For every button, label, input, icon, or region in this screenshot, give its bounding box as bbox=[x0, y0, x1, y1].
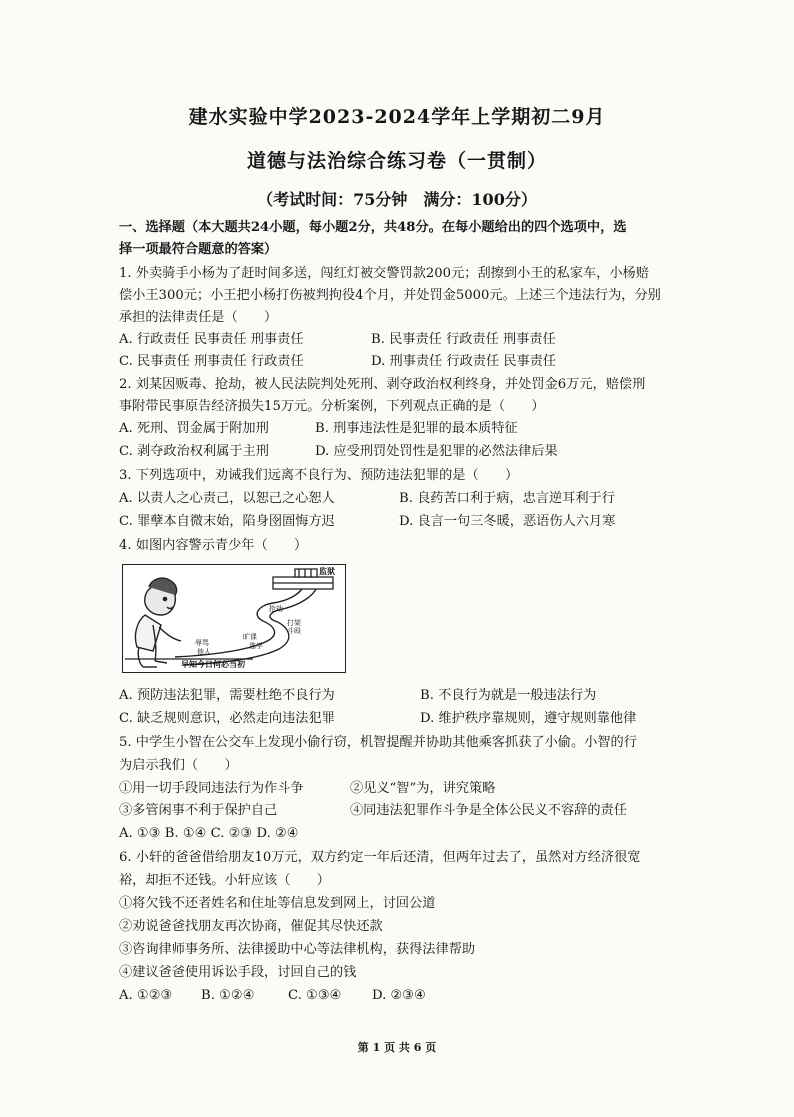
q5-statement-4: ④同违法犯罪作斗争是全体公民义不容辞的责任 bbox=[350, 803, 627, 818]
q2-option-a: A. 死刑、罚金属于附加刑 bbox=[119, 421, 269, 436]
q2-option-d: D. 应受刑罚处罚性是犯罪的必然法律后果 bbox=[315, 444, 558, 459]
q6-stem-line1: 6. 小轩的爸爸借给朋友10万元，双方约定一年后还清，但两年过去了，虽然对方经济很宽 bbox=[119, 850, 641, 865]
section-heading-line1: 一、选择题（本大题共24小题，每小题2分，共48分。在每小题给出的四个选项中，选 bbox=[119, 220, 627, 235]
q4-cartoon-figure bbox=[122, 564, 346, 673]
q1-stem-line2: 偿小王300元；小王把小杨打伤被判拘役4个月，并处罚金5000元。上述三个违法行为，分别 bbox=[119, 288, 661, 303]
cartoon-caption: 早知今日何必当初 bbox=[181, 660, 245, 669]
q3-option-c: C. 罪孽本自微末始，陷身囹圄悔方迟 bbox=[119, 514, 335, 529]
label-abuse-2: 他人 bbox=[197, 648, 211, 656]
label-fight-1: 打架 bbox=[287, 619, 301, 627]
q6-statement-4: ④建议爸爸使用诉讼手段，讨回自己的钱 bbox=[119, 965, 357, 980]
q3-option-d: D. 良言一句三冬暖，恶语伤人六月寒 bbox=[399, 514, 616, 529]
q1-stem-line1: 1. 外卖骑手小杨为了赶时间多送，闯红灯被交警罚款200元；刮擦到小王的私家车，小杨赔 bbox=[119, 266, 649, 281]
label-rob: 抢劫 bbox=[269, 605, 283, 613]
q2-option-c: C. 剥夺政治权利属于主刑 bbox=[119, 444, 269, 459]
q5-options: A. ①③ B. ①④ C. ②③ D. ②④ bbox=[119, 826, 299, 841]
q2-stem-line1: 2. 刘某因贩毒、抢劫，被人民法院判处死刑、剥夺政治权利终身，并处罚金6万元，赔偿刑 bbox=[119, 377, 646, 392]
q3-stem: 3. 下列选项中，劝诫我们远离不良行为、预防违法犯罪的是（ ） bbox=[119, 468, 519, 483]
q4-option-c: C. 缺乏规则意识，必然走向违法犯罪 bbox=[119, 711, 335, 726]
q5-stem-line1: 5. 中学生小智在公交车上发现小偷行窃，机智提醒并协助其他乘客抓获了小偷。小智的行 bbox=[119, 735, 637, 750]
label-abuse-1: 辱骂 bbox=[195, 639, 209, 647]
q3-option-a: A. 以责人之心责己，以恕己之心恕人 bbox=[119, 491, 335, 506]
label-truant-2: 逃学 bbox=[249, 642, 263, 650]
q1-option-a: A. 行政责任 民事责任 刑事责任 bbox=[119, 332, 304, 347]
section-heading-line2: 择一项最符合题意的答案） bbox=[119, 242, 278, 257]
q5-statement-3: ③多管闲事不利于保护自己 bbox=[119, 803, 278, 818]
q1-option-c: C. 民事责任 刑事责任 行政责任 bbox=[119, 354, 304, 369]
q4-option-d: D. 维护秩序靠规则，遵守规则靠他律 bbox=[420, 711, 637, 726]
exam-title-line1: 建水实验中学2023-2024学年上学期初二9月 bbox=[188, 106, 606, 128]
q4-option-a: A. 预防违法犯罪，需要杜绝不良行为 bbox=[119, 688, 335, 703]
q6-stem-line2: 裕，却拒不还钱。小轩应该（ ） bbox=[119, 873, 330, 888]
q1-stem-line3: 承担的法律责任是（ ） bbox=[119, 310, 278, 325]
label-fight-2: 斗殴 bbox=[287, 627, 301, 635]
q6-option-a: A. ①②③ bbox=[119, 988, 173, 1003]
q3-option-b: B. 良药苦口利于病，忠言逆耳利于行 bbox=[399, 491, 615, 506]
page-footer: 第 1 页 共 6 页 bbox=[357, 1041, 437, 1054]
q4-stem: 4. 如图内容警示青少年（ ） bbox=[119, 538, 308, 553]
q6-option-c: C. ①③④ bbox=[288, 988, 342, 1003]
exam-title-line2: 道德与法治综合练习卷（一贯制） bbox=[246, 150, 547, 172]
q1-option-d: D. 刑事责任 行政责任 民事责任 bbox=[371, 354, 557, 369]
q5-statement-2: ②见义“智”为，讲究策略 bbox=[350, 781, 496, 796]
q6-option-d: D. ②③④ bbox=[372, 988, 426, 1003]
q6-statement-1: ①将欠钱不还者姓名和住址等信息发到网上，讨回公道 bbox=[119, 896, 436, 911]
q5-stem-line2: 为启示我们（ ） bbox=[119, 758, 238, 773]
q6-statement-2: ②劝说爸爸找朋友再次协商，催促其尽快还款 bbox=[119, 919, 383, 934]
q6-option-b: B. ①②④ bbox=[201, 988, 255, 1003]
cartoon-drawing bbox=[123, 565, 345, 672]
label-truant-1: 旷课 bbox=[243, 633, 257, 641]
label-prison: 监狱 bbox=[319, 567, 335, 576]
q2-option-b: B. 刑事违法性是犯罪的最本质特征 bbox=[315, 421, 518, 436]
q4-option-b: B. 不良行为就是一般违法行为 bbox=[420, 688, 597, 703]
q6-statement-3: ③咨询律师事务所、法律援助中心等法律机构，获得法律帮助 bbox=[119, 942, 476, 957]
q1-option-b: B. 民事责任 行政责任 刑事责任 bbox=[371, 332, 556, 347]
boy-illustration bbox=[135, 578, 181, 667]
exam-subtitle: （考试时间：75分钟 满分：100分） bbox=[257, 190, 537, 209]
q2-stem-line2: 事附带民事原告经济损失15万元。分析案例，下列观点正确的是（ ） bbox=[119, 399, 545, 414]
q5-statement-1: ①用一切手段同违法行为作斗争 bbox=[119, 781, 304, 796]
